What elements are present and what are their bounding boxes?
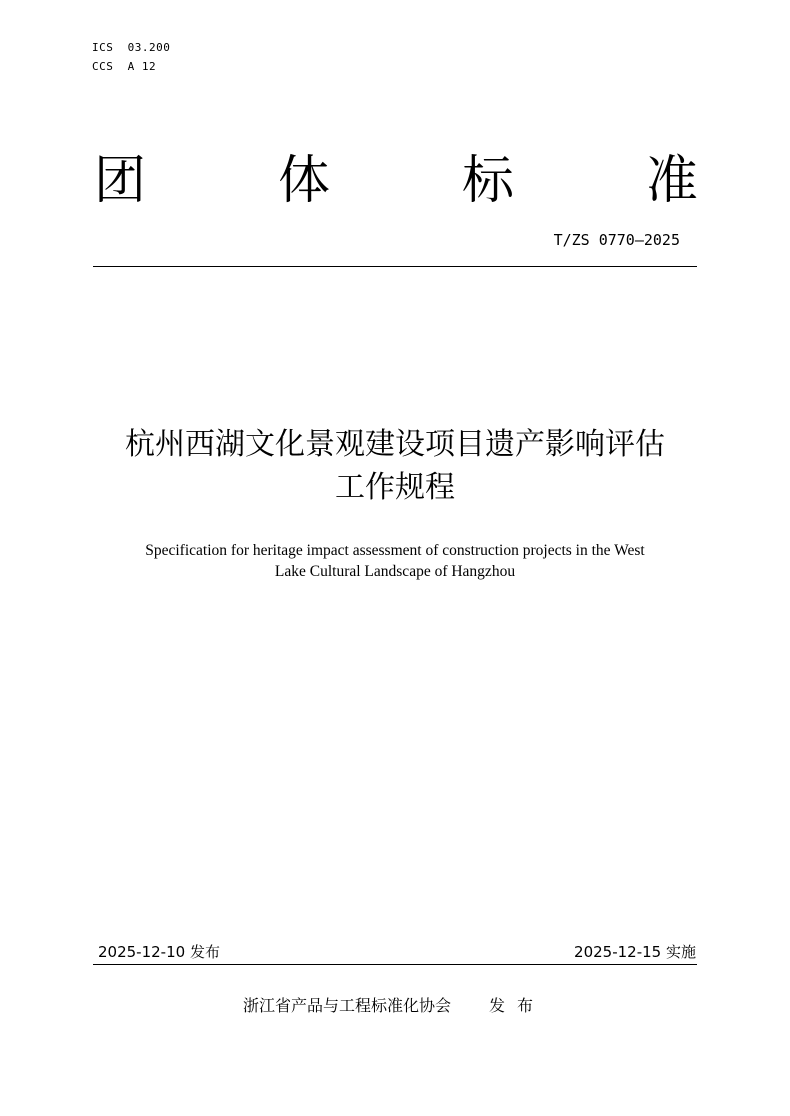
ccs-code: CCS A 12 [92, 60, 157, 73]
chinese-title [60, 423, 730, 509]
doc-type-char: 团 [94, 151, 147, 211]
date-row [98, 942, 696, 962]
issue-label: 发布 [489, 996, 546, 1015]
document-type-heading [94, 150, 698, 212]
bottom-divider [93, 964, 697, 965]
chinese-title-line-1: 杭州西湖文化景观建设项目遗产影响评估 [125, 427, 665, 462]
standard-number: T/ZS 0770—2025 [553, 231, 680, 249]
chinese-title-line-2: 工作规程 [335, 470, 455, 505]
issuer-name: 浙江省产品与工程标准化协会 [243, 996, 452, 1015]
doc-type-char: 标 [461, 151, 514, 211]
implementation-date: 2025-12-15 实施 [574, 943, 696, 961]
release-date: 2025-12-10 发布 [98, 943, 220, 961]
doc-type-char: 准 [645, 151, 698, 211]
english-title-line-2: Lake Cultural Landscape of Hangzhou [274, 563, 516, 580]
english-title-line-1: Specification for heritage impact assessment of construction projects in the West [145, 542, 645, 559]
top-divider [93, 266, 697, 267]
doc-type-char: 体 [277, 151, 330, 211]
english-title [60, 540, 730, 582]
ics-code: ICS 03.200 [92, 41, 171, 54]
issuer-line [243, 996, 545, 1016]
